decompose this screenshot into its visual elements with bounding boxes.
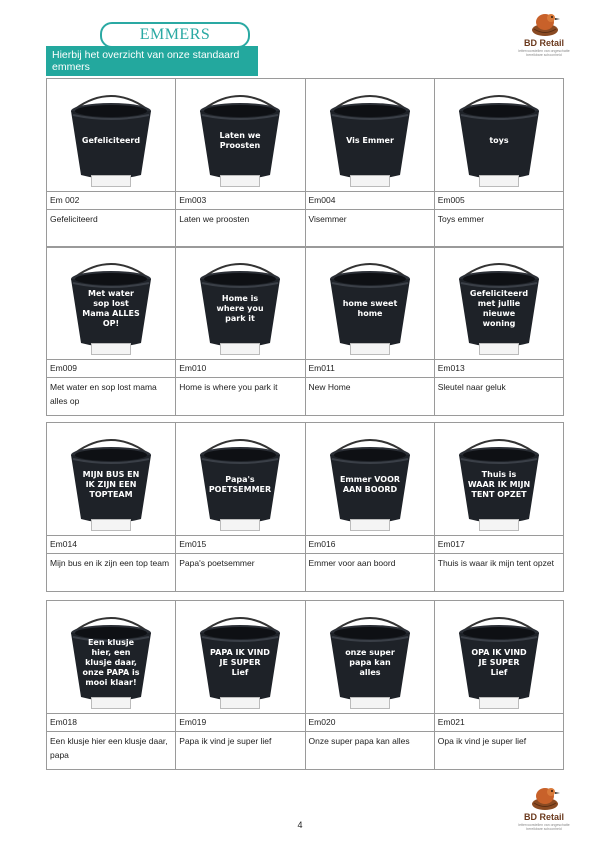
product-image-cell (305, 601, 434, 714)
product-code: Em017 (434, 536, 563, 554)
svg-text:alles: alles (358, 668, 381, 677)
svg-text:Laten we: Laten we (219, 131, 261, 140)
product-code: Em016 (305, 536, 434, 554)
product-table (46, 78, 564, 248)
watermark-label (350, 697, 390, 709)
page-number: 4 (297, 820, 303, 830)
svg-text:MIJN BUS EN: MIJN BUS EN (82, 470, 140, 479)
product-description: Emmer voor aan boord (305, 554, 434, 592)
page-title: EMMERS (100, 22, 250, 48)
product-image-cell (176, 423, 305, 536)
svg-text:Lief: Lief (231, 668, 249, 677)
bucket-image (320, 609, 420, 709)
svg-text:TENT OPZET: TENT OPZET (471, 490, 527, 499)
svg-text:onze PAPA is: onze PAPA is (82, 668, 140, 677)
product-image-cell (434, 601, 563, 714)
bucket-image (320, 255, 420, 355)
watermark-label (350, 175, 390, 187)
product-code: Em020 (305, 714, 434, 732)
product-code: Em009 (47, 360, 176, 378)
watermark-label (91, 697, 131, 709)
svg-text:where you: where you (216, 304, 264, 313)
product-image-cell (434, 423, 563, 536)
svg-text:OP!: OP! (102, 319, 120, 328)
bucket-image (190, 609, 290, 709)
product-description: Sleutel naar geluk (434, 378, 563, 416)
product-code: Em004 (305, 192, 434, 210)
product-description: Home is where you park it (176, 378, 305, 416)
svg-text:sop lost: sop lost (93, 299, 129, 308)
svg-text:home sweet: home sweet (342, 299, 397, 308)
bucket-image (449, 609, 549, 709)
product-description: Onze super papa kan alles (305, 732, 434, 770)
product-code: Em015 (176, 536, 305, 554)
product-image-cell (305, 423, 434, 536)
bucket-image (61, 87, 161, 187)
product-image-cell (47, 601, 176, 714)
subtitle-banner: Hierbij het overzicht van onze standaard emmers (46, 46, 258, 76)
product-image-cell (434, 247, 563, 360)
product-description: Papa ik vind je super lief (176, 732, 305, 770)
svg-text:Een klusje: Een klusje (87, 638, 135, 647)
svg-text:home: home (357, 309, 382, 318)
product-description: Een klusje hier een klusje daar, papa (47, 732, 176, 770)
svg-text:Lief: Lief (490, 668, 508, 677)
watermark-label (350, 519, 390, 531)
bucket-image (190, 431, 290, 531)
svg-text:Gefeliciteerd: Gefeliciteerd (469, 289, 528, 298)
product-code: Em013 (434, 360, 563, 378)
product-code: Em018 (47, 714, 176, 732)
product-image-cell (305, 247, 434, 360)
product-description: Mijn bus en ik zijn een top team (47, 554, 176, 592)
product-image-cell (47, 79, 176, 192)
svg-text:met jullie: met jullie (477, 299, 520, 308)
watermark-label (350, 343, 390, 355)
bucket-image (61, 431, 161, 531)
product-image-cell (176, 601, 305, 714)
product-table (46, 246, 564, 416)
watermark-label (91, 519, 131, 531)
logo-tagline: lettervoorstellen van ongeschatte bereikbare schoonheid (518, 823, 570, 831)
bucket-image (320, 431, 420, 531)
product-image-cell (176, 247, 305, 360)
watermark-label (220, 175, 260, 187)
svg-text:onze super: onze super (344, 648, 395, 657)
svg-text:TOPTEAM: TOPTEAM (89, 490, 133, 499)
svg-text:Mama ALLES: Mama ALLES (82, 309, 140, 318)
svg-text:IK ZIJN EEN: IK ZIJN EEN (85, 480, 137, 489)
product-image-cell (47, 423, 176, 536)
bucket-image (449, 431, 549, 531)
svg-text:woning: woning (482, 319, 516, 328)
svg-text:PAPA IK VIND: PAPA IK VIND (210, 648, 271, 657)
product-description: Laten we proosten (176, 210, 305, 248)
svg-text:klusje daar,: klusje daar, (85, 658, 137, 667)
product-description: Toys emmer (434, 210, 563, 248)
product-image-cell (305, 79, 434, 192)
product-code: Em005 (434, 192, 563, 210)
bucket-image (61, 609, 161, 709)
product-description: New Home (305, 378, 434, 416)
svg-text:JE SUPER: JE SUPER (219, 658, 261, 667)
product-description: Visemmer (305, 210, 434, 248)
watermark-label (220, 519, 260, 531)
watermark-label (479, 175, 519, 187)
watermark-label (91, 175, 131, 187)
watermark-label (479, 697, 519, 709)
svg-text:Papa's: Papa's (225, 475, 255, 484)
product-image-cell (47, 247, 176, 360)
bucket-image (449, 255, 549, 355)
svg-text:OPA IK VIND: OPA IK VIND (471, 648, 527, 657)
product-code: Em011 (305, 360, 434, 378)
product-description: Gefeliciteerd (47, 210, 176, 248)
svg-text:AAN BOORD: AAN BOORD (342, 485, 397, 494)
svg-text:papa kan: papa kan (348, 658, 391, 667)
svg-text:Emmer VOOR: Emmer VOOR (339, 475, 400, 484)
svg-text:WAAR IK MIJN: WAAR IK MIJN (467, 480, 530, 489)
svg-text:hier, een: hier, een (91, 648, 131, 657)
product-code: Em010 (176, 360, 305, 378)
bucket-image (190, 255, 290, 355)
product-code: Em021 (434, 714, 563, 732)
svg-text:Proosten: Proosten (219, 141, 261, 150)
bird-basket-icon (528, 10, 562, 38)
bird-basket-icon (528, 784, 562, 812)
svg-text:Gefeliciteerd: Gefeliciteerd (81, 136, 141, 145)
watermark-label (479, 343, 519, 355)
product-image-cell (176, 79, 305, 192)
bucket-image (320, 87, 420, 187)
product-description: Papa's poetsemmer (176, 554, 305, 592)
svg-text:toys: toys (489, 136, 509, 145)
product-table (46, 600, 564, 770)
bucket-image (190, 87, 290, 187)
svg-text:park it: park it (225, 314, 256, 323)
svg-text:POETSEMMER: POETSEMMER (209, 485, 272, 494)
svg-text:Home is: Home is (222, 294, 259, 303)
product-table (46, 422, 564, 592)
svg-text:Met water: Met water (88, 289, 134, 298)
product-code: Em019 (176, 714, 305, 732)
svg-text:mooi klaar!: mooi klaar! (85, 678, 137, 687)
product-image-cell (434, 79, 563, 192)
product-description: Met water en sop lost mama alles op (47, 378, 176, 416)
bd-retail-logo (512, 8, 576, 56)
product-description: Thuis is waar ik mijn tent opzet (434, 554, 563, 592)
watermark-label (220, 697, 260, 709)
product-code: Em014 (47, 536, 176, 554)
logo-name: BD Retail (523, 812, 564, 822)
product-code: Em003 (176, 192, 305, 210)
bucket-image (61, 255, 161, 355)
svg-text:Vis Emmer: Vis Emmer (345, 136, 394, 145)
product-code: Em 002 (47, 192, 176, 210)
watermark-label (479, 519, 519, 531)
watermark-label (91, 343, 131, 355)
svg-text:Thuis is: Thuis is (481, 470, 517, 479)
svg-text:JE SUPER: JE SUPER (478, 658, 520, 667)
logo-name: BD Retail (523, 38, 564, 48)
watermark-label (220, 343, 260, 355)
logo-tagline: lettervoorstellen van ongeschatte bereikbare schoonheid (518, 49, 570, 57)
svg-text:nieuwe: nieuwe (482, 309, 515, 318)
bucket-image (449, 87, 549, 187)
product-description: Opa ik vind je super lief (434, 732, 563, 770)
